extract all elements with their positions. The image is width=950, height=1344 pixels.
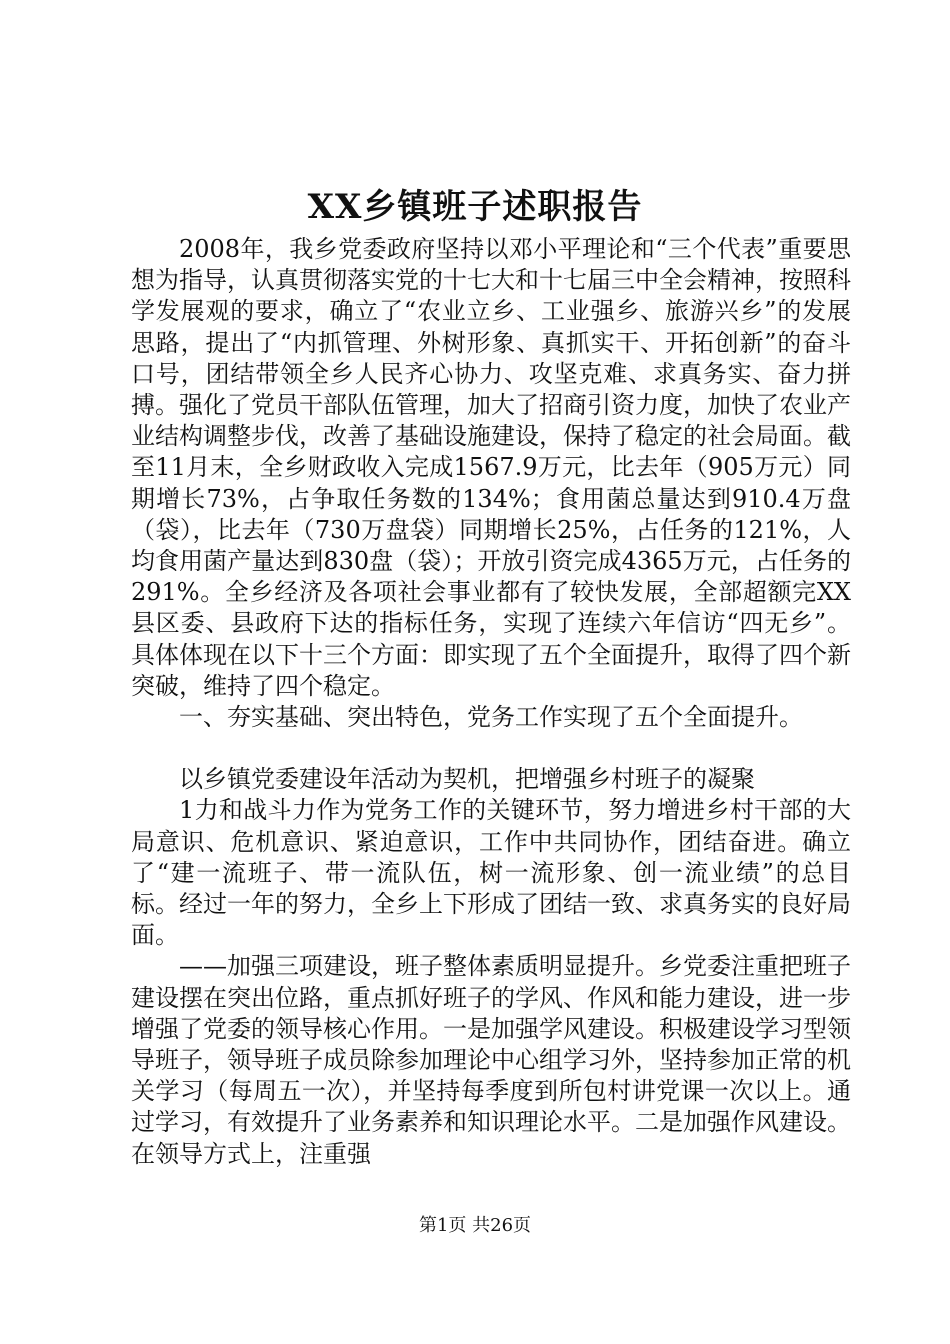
paragraph-intro: 2008年，我乡党委政府坚持以邓小平理论和“三个代表”重要思想为指导，认真贯彻落实党的十七大和十七届三中全会精神，按照科学发展观的要求，确立了“农业立乡、工业强乡、旅游兴乡”的发展思路，提出了“内抓管理、外树形象、真抓实干、开拓创新”的奋斗口号，团结带领全乡人民齐心协力、攻坚克难、求真务实、奋力拼搏。强化了党员干部队伍管理，加大了招商引资力度，加快了农业产业结构调整步伐，改善了基础设施建设，保持了稳定的社会局面。截至11月末，全乡财政收入完成1567.9万元，比去年（905万元）同期增长73%，占争取任务数的134%；食用菌总量达到910.4万盘（袋），比去年（730万盘袋）同期增长25%，占任务的121%，人均食用菌产量达到830盘（袋）；开放引资完成4365万元，占任务的291%。全乡经济及各项社会事业都有了较快发展，全部超额完XX县区委、县政府下达的指标任务，实现了连续六年信访“四无乡”。具体体现在以下十三个方面：即实现了五个全面提升，取得了四个新突破，维持了四个稳定。 <box>131 235 851 700</box>
paragraph-party-building: 以乡镇党委建设年活动为契机，把增强乡村班子的凝聚 <box>179 765 755 794</box>
paragraph-three-constructions: ——加强三项建设，班子整体素质明显提升。乡党委注重把班子建设摆在突出位路，重点抓好班子的学风、作风和能力建设，进一步增强了党委的领导核心作用。一是加强学风建设。积极建设学习型领导班子，领导班子成员除参加理论中心组学习外，坚持参加正常的机关学习（每周五一次），并坚持每季度到所包村讲党课一次以上。通过学习，有效提升了业务素养和知识理论水平。二是加强作风建设。在领导方式上，注重强 <box>131 952 851 1168</box>
paragraph-cohesion: 1力和战斗力作为党务工作的关键环节，努力增进乡村干部的大局意识、危机意识、紧迫意识，工作中共同协作，团结奋进。确立了“建一流班子、带一流队伍，树一流形象、创一流业绩”的总目标。经过一年的努力，全乡上下形成了团结一致、求真务实的良好局面。 <box>131 796 851 950</box>
page-number: 第1页 共26页 <box>418 1215 532 1236</box>
document-body <box>131 234 851 1170</box>
paragraph-section-heading: 一、夯实基础、突出特色，党务工作实现了五个全面提升。 <box>179 703 803 732</box>
document-title: XX乡镇班子述职报告 <box>307 187 643 227</box>
